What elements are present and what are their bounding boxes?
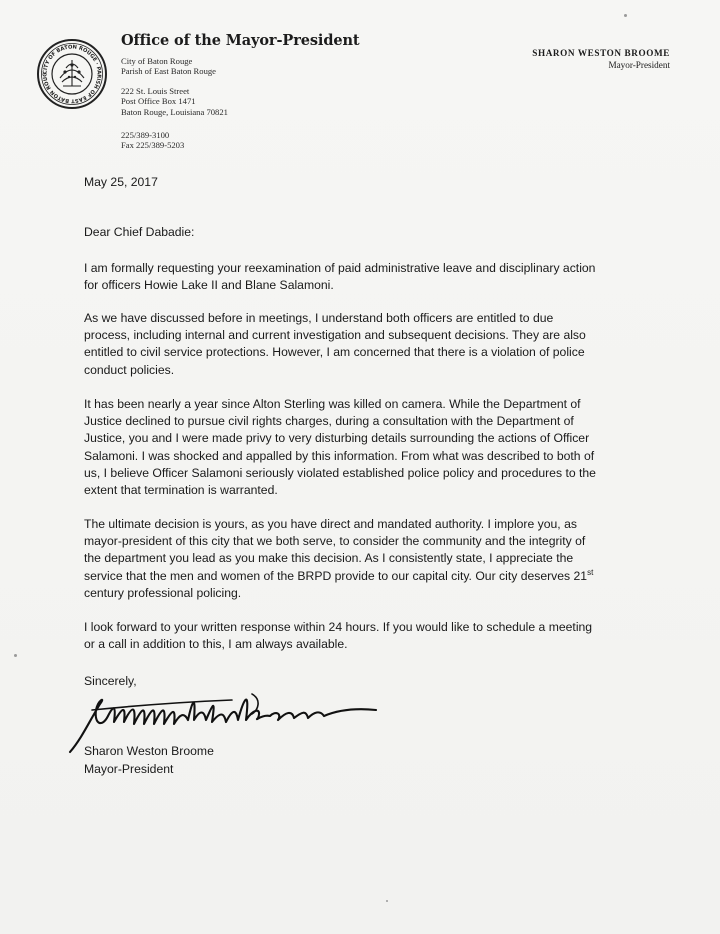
city-parish-seal-icon (36, 38, 108, 110)
salutation: Dear Chief Dabadie: (84, 225, 195, 239)
address-street: 222 St. Louis Street Post Office Box 1471 Baton Rouge, Louisiana 70821 (121, 86, 228, 117)
paragraph-2: As we have discussed before in meetings, I understand both officers are entitled to due process, including internal and current investigation and subsequent decisions. They are also entitled to civil service protections. However, I am concerned that there is a violation of police conduct policies. (84, 311, 586, 377)
mayor-title: Mayor-President (608, 60, 670, 70)
mayor-header (532, 47, 670, 71)
mayor-name: SHARON WESTON BROOME (532, 48, 670, 58)
scan-speck (386, 900, 388, 902)
address-city-parish: City of Baton Rouge Parish of East Baton Rouge (121, 56, 216, 77)
signer-name: Sharon Weston Broome (84, 744, 214, 758)
address-phone: 225/389-3100 Fax 225/389-5203 (121, 130, 185, 151)
scan-speck (624, 14, 627, 17)
paragraph-5: I look forward to your written response within 24 hours. If you would like to schedule a meeting or a call in addition to this, I am always available. (84, 620, 593, 652)
letter-date: May 25, 2017 (84, 175, 158, 189)
scan-speck (14, 654, 17, 657)
closing: Sincerely, (84, 674, 137, 688)
svg-text:CITY OF BATON ROUGE · PARISH O: CITY OF BATON ROUGE · PARISH OF EAST BATON ROUG (42, 44, 102, 104)
signer-title: Mayor-President (84, 762, 174, 776)
signature-block (84, 742, 680, 778)
office-title: Office of the Mayor-President (121, 32, 360, 49)
paragraph-4: The ultimate decision is yours, as you have direct and mandated authority. I implore you, as mayor-president of this city that we both serve, to consider the community and the integrity of the department you lead as you make this decision. As I consistently state, I appreciate the service that the men and women of the BRPD provide to our capital city. Our city deserves 21st century professional policing. (84, 517, 594, 600)
paragraph-1: I am formally requesting your reexamination of paid administrative leave and disciplinary action for officers Howie Lake II and Blane Salamoni. (84, 261, 596, 293)
paragraph-3: It has been nearly a year since Alton Sterling was killed on camera. While the Department of Justice declined to pursue civil rights charges, during a consultation with the Department of Justice, you and I were made privy to very disturbing details surrounding the actions of Officer Salamoni. I was shocked and appalled by this information. From what was described to both of us, I believe Officer Salamoni seriously violated established police policy and procedures to the extent that termination is warranted. (84, 397, 596, 498)
